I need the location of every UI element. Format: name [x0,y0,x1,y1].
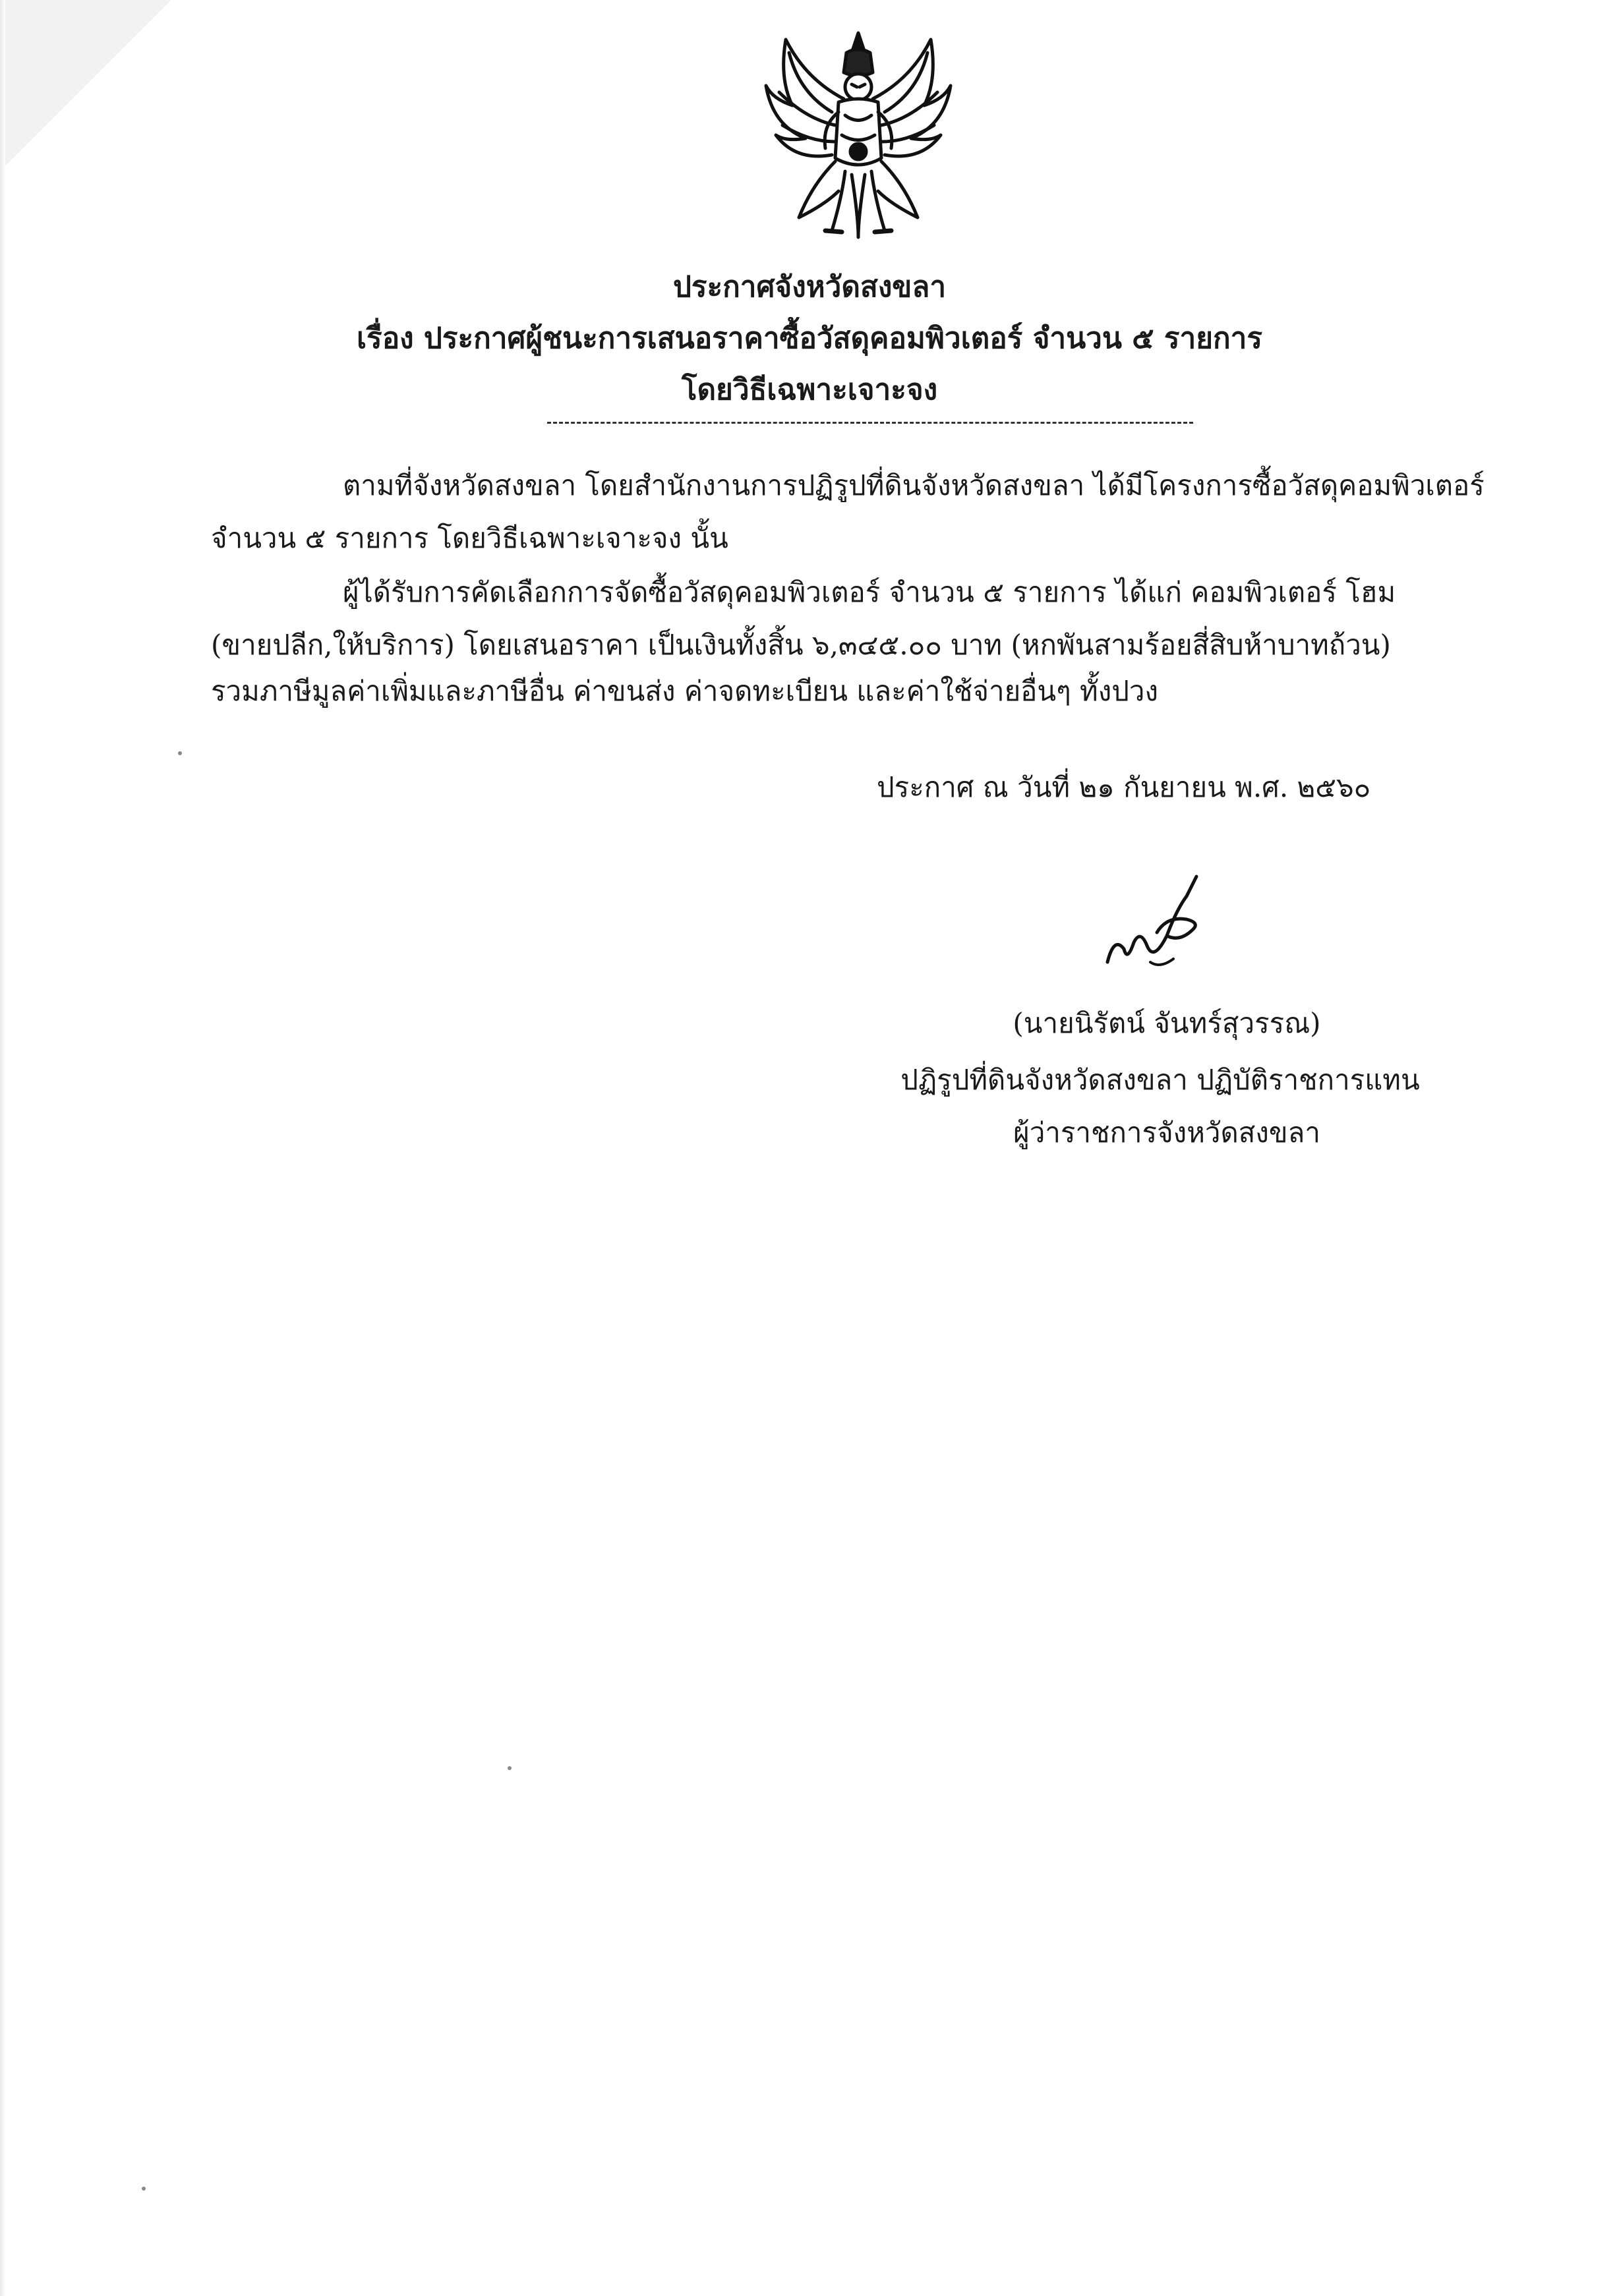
signatory-position-line2: ผู้ว่าราชการจังหวัดสงขลา [1013,1116,1320,1149]
scan-corner [0,0,171,171]
header-divider [547,422,1193,424]
para1-line2: จำนวน ๕ รายการ โดยวิธีเฉพาะเจาะจง นั้น [211,522,728,554]
scan-speck [142,2187,146,2191]
para2-line3: รวมภาษีมูลค่าเพิ่มและภาษีอื่น ค่าขนส่ง ค่าจดทะเบียน และค่าใช้จ่ายอื่นๆ ทั้งปวง [211,675,1158,707]
para1-line1: ตามที่จังหวัดสงขลา โดยสำนักงานการปฏิรูปที่ดินจังหวัดสงขลา ได้มีโครงการซื้อวัสดุคอมพิวเตอร์ [343,469,1485,502]
para2-line1: ผู้ได้รับการคัดเลือกการจัดซื้อวัสดุคอมพิวเตอร์ จำนวน ๕ รายการ ได้แก่ คอมพิวเตอร์ โฮม [343,576,1396,608]
document-title: ประกาศจังหวัดสงขลา [672,270,947,304]
garuda-emblem-icon [759,26,957,244]
scan-speck [508,1766,512,1770]
handwritten-signature-icon [1094,870,1226,982]
announce-date: ประกาศ ณ วันที่ ๒๑ กันยายน พ.ศ. ๒๕๖๐ [877,771,1371,803]
signatory-position-line1: ปฏิรูปที่ดินจังหวัดสงขลา ปฏิบัติราชการแทน [900,1064,1420,1096]
para2-line2: (ขายปลีก,ให้บริการ) โดยเสนอราคา เป็นเงินทั้งสิ้น ๖,๓๔๕.๐๐ บาท (หกพันสามร้อยสี่สิบห้าบาทถ้วน) [211,629,1391,661]
scan-speck [178,751,182,755]
signatory-name: (นายนิรัตน์ จันทร์สุวรรณ) [1013,1007,1321,1039]
procurement-method: โดยวิธีเฉพาะเจาะจง [681,373,938,407]
document-subject: เรื่อง ประกาศผู้ชนะการเสนอราคาซื้อวัสดุคอมพิวเตอร์ จำนวน ๕ รายการ [357,322,1262,355]
